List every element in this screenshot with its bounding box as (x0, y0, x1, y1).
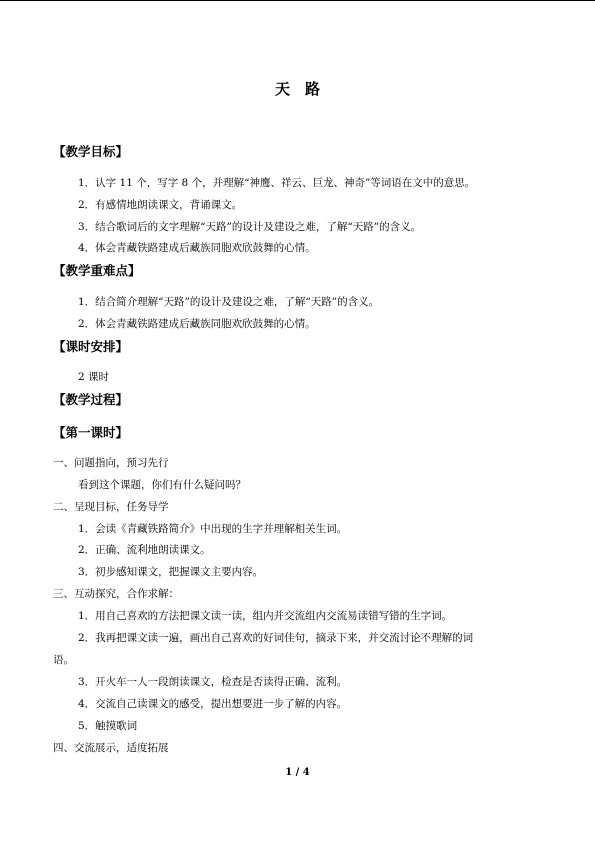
step1-text: 看到这个课题，你们有什么疑问吗？ (78, 479, 246, 491)
step2-heading: 二、呈现目标，任务导学 (53, 501, 169, 513)
process-heading: 【教学过程】 (53, 392, 129, 407)
step2-item: 1．会读《青藏铁路简介》中出现的生字并理解相关生词。 (78, 523, 348, 535)
step2-item: 3．初步感知课文，把握课文主要内容。 (78, 566, 264, 578)
key-points-heading: 【教学重难点】 (53, 263, 141, 278)
step3-item-continued: 语。 (53, 654, 74, 666)
step3-item: 5．触摸歌词 (78, 720, 138, 732)
page-number: 1 / 4 (285, 767, 310, 778)
goal-item: 4．体会青藏铁路建成后藏族同胞欢欣鼓舞的心情。 (78, 242, 316, 254)
key-point-item: 2．体会青藏铁路建成后藏族同胞欢欣鼓舞的心情。 (78, 318, 316, 330)
step4-heading: 四、交流展示，适度拓展 (53, 742, 169, 754)
goal-item: 1．认字 11 个，写字 8 个，并理解“神鹰、祥云、巨龙、神奇”等词语在文中的意思。 (78, 177, 476, 189)
step3-item: 4．交流自己读课文的感受，提出想要进一步了解的内容。 (78, 698, 348, 710)
schedule-text: 2 课时 (78, 371, 110, 383)
step2-item: 2．正确、流利地朗读课文。 (78, 544, 211, 556)
top-rule (0, 0, 595, 1)
lesson1-heading: 【第一课时】 (53, 425, 129, 440)
step3-heading: 三、互动探究，合作求解： (53, 588, 179, 600)
step3-item: 1．用自己喜欢的方法把课文读一读，组内并交流组内交流易读错写错的生字词。 (78, 610, 453, 622)
page-title: 天 路 (274, 80, 320, 98)
step1-heading: 一、问题指向，预习先行 (53, 457, 169, 469)
step3-item: 2．我再把课文读一遍，画出自己喜欢的好词佳句，摘录下来，并交流讨论不理解的词 (78, 632, 474, 644)
key-point-item: 1．结合简介理解“天路”的设计及建设之难，了解“天路”的含义。 (78, 296, 380, 308)
goal-item: 3．结合歌词后的文字理解“天路”的设计及建设之难，了解“天路”的含义。 (78, 221, 422, 233)
schedule-heading: 【课时安排】 (53, 339, 129, 354)
step3-item: 3．开火车一人一段朗读课文，检查是否读得正确、流利。 (78, 676, 348, 688)
goal-item: 2．有感情地朗读课文，背诵课文。 (78, 199, 243, 211)
goals-heading: 【教学目标】 (53, 144, 129, 159)
